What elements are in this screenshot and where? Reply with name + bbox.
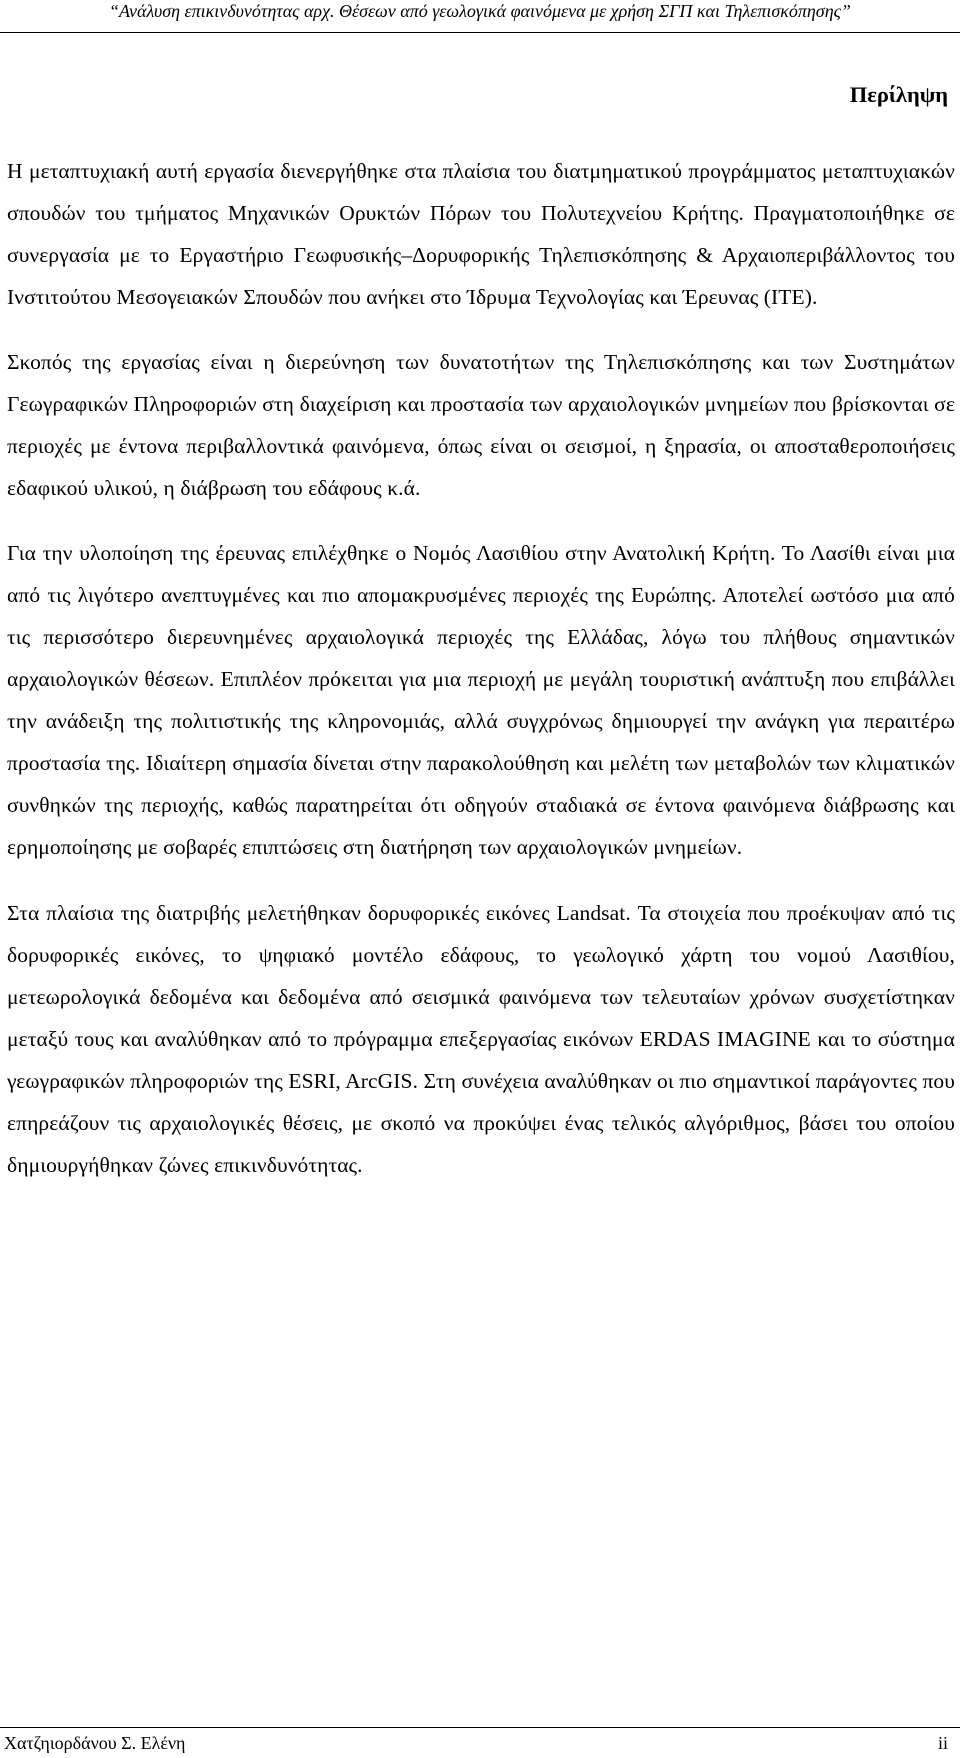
page-footer — [0, 1727, 960, 1758]
abstract-paragraph-1: Η μεταπτυχιακή αυτή εργασία διενεργήθηκε στα πλαίσια του διατμηματικού προγράμματος μεταπτυχιακών σπουδών του τμήματος Μηχανικών Ορυκτών Πόρων του Πολυτεχνείου Κρήτης. Πραγματοποιήθηκε σε συνεργασία με το Εργαστήριο Γεωφυσικής–Δορυφορικής Τηλεπισκόπησης & Αρχαιοπεριβάλλοντος του Ινστιτούτου Μεσογειακών Σπουδών που ανήκει στο Ίδρυμα Τεχνολογίας και Έρευνας (ΙΤΕ). — [7, 159, 955, 309]
abstract-paragraph-2: Σκοπός της εργασίας είναι η διερεύνηση των δυνατοτήτων της Τηλεπισκόπησης και των Συστημάτων Γεωγραφικών Πληροφοριών στη διαχείριση και προστασία των αρχαιολογικών μνημείων που βρίσκονται σε περιοχές με έντονα περιβαλλοντικά φαινόμενα, όπως είναι οι σεισμοί, η ξηρασία, οι αποσταθεροποιήσεις εδαφικού υλικού, η διάβρωση του εδάφους κ.ά. — [7, 350, 955, 500]
running-header — [0, 0, 960, 33]
running-header-title: “Ανάλυση επικινδυνότητας αρχ. Θέσεων από γεωλογικά φαινόμενα με χρήση ΣΓΠ και Τηλεπισκόπησης” — [109, 1, 851, 21]
abstract-paragraph-3: Για την υλοποίηση της έρευνας επιλέχθηκε ο Νομός Λασιθίου στην Ανατολική Κρήτη. Το Λασίθι είναι μια από τις λιγότερο ανεπτυγμένες και πιο απομακρυσμένες περιοχές της Ευρώπης. Αποτελεί ωστόσο μια από τις περισσότερο διερευνημένες αρχαιολογικά περιοχές της Ελλάδας, λόγω του πλήθους σημαντικών αρχαιολογικών θέσεων. Επιπλέον πρόκειται για μια περιοχή με μεγάλη τουριστική ανάπτυξη που επιβάλλει την ανάδειξη της πολιτιστικής της κληρονομιάς, αλλά συγχρόνως δημιουργεί την ανάγκη για περαιτέρω προστασία της. Ιδιαίτερη σημασία δίνεται στην παρακολούθηση και μελέτη των μεταβολών των κλιματικών συνθηκών της περιοχής, καθώς παρατηρείται ότι οδηγούν σταδιακά σε έντονα φαινόμενα διάβρωσης και ερημοποίησης με σοβαρές επιπτώσεις στη διατήρηση των αρχαιολογικών μνημείων. — [7, 541, 955, 859]
abstract-body — [7, 150, 955, 1186]
abstract-paragraph-4: Στα πλαίσια της διατριβής μελετήθηκαν δορυφορικές εικόνες Landsat. Τα στοιχεία που προέκυψαν από τις δορυφορικές εικόνες, το ψηφιακό μοντέλο εδάφους, το γεωλογικό χάρτη του νομού Λασιθίου, μετεωρολογικά δεδομένα και δεδομένα από σεισμικά φαινόμενα των τελευταίων χρόνων συσχετίστηκαν μεταξύ τους και αναλύθηκαν από το πρόγραμμα επεξεργασίας εικόνων ERDAS IMAGINE και το σύστημα γεωγραφικών πληροφοριών της ESRI, ArcGIS. Στη συνέχεια αναλύθηκαν οι πιο σημαντικοί παράγοντες που επηρεάζουν τις αρχαιολογικές θέσεις, με σκοπό να προκύψει ένας τελικός αλγόριθμος, βάσει του οποίου δημιουργήθηκαν ζώνες επικινδυνότητας. — [7, 901, 955, 1177]
page-title: Περίληψη — [849, 82, 948, 107]
page-number: ii — [937, 1733, 948, 1753]
footer-author: Χατζηιορδάνου Σ. Ελένη — [4, 1733, 186, 1753]
